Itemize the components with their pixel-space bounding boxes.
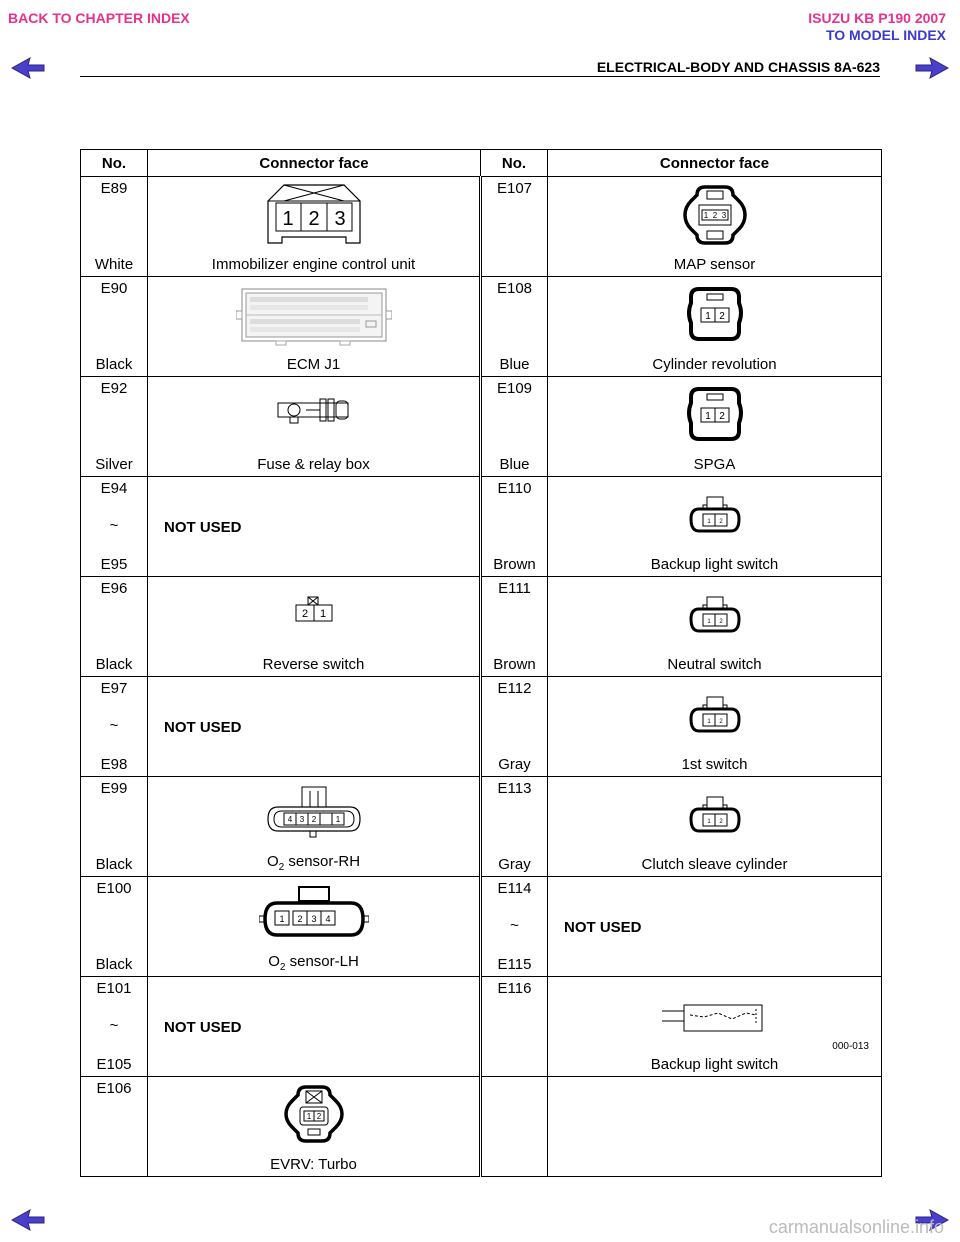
connector-number: E101 ~ E105	[96, 980, 132, 1073]
connector-number: E109 Blue	[496, 380, 533, 473]
prev-page-arrow-icon[interactable]	[10, 56, 46, 80]
connector-e109-icon	[685, 383, 745, 443]
pin-label: 4	[287, 815, 292, 824]
connector-e108-icon	[685, 283, 745, 343]
pin-label: 2	[301, 608, 308, 620]
connector-e99-icon	[264, 783, 364, 849]
pin-label: 1	[278, 914, 285, 924]
connector-number: E92 Silver	[95, 380, 133, 473]
page-title: ELECTRICAL-BODY AND CHASSIS 8A-623	[596, 59, 880, 75]
connector-caption: SPGA	[693, 456, 736, 473]
connector-e113-icon	[687, 795, 743, 837]
pin-label: 1	[335, 815, 340, 824]
next-page-arrow-icon[interactable]	[914, 56, 950, 80]
connector-e111-icon	[687, 595, 743, 637]
pin-label: 3	[333, 208, 346, 230]
connector-number: E111 Brown	[493, 580, 536, 673]
col-header-face: Connector face	[548, 150, 882, 177]
pin-label: 1	[306, 1112, 311, 1121]
connector-caption: Neutral switch	[667, 656, 762, 673]
connector-number: E89 White	[94, 180, 134, 273]
connector-e96-icon	[294, 595, 334, 629]
connector-e90-icon	[236, 283, 392, 347]
connector-e89-icon	[266, 183, 362, 247]
model-title: ISUZU KB P190 2007	[808, 10, 946, 26]
table-header-row	[81, 150, 882, 177]
pin-label: 3	[310, 914, 317, 924]
connector-number	[482, 1077, 547, 1176]
pin-label: 2	[718, 311, 725, 322]
table-row	[81, 277, 882, 377]
pin-label: 1	[706, 819, 711, 825]
connector-number: E108 Blue	[496, 280, 533, 373]
pin-label: 3	[721, 211, 726, 220]
model-index-link[interactable]	[808, 10, 946, 44]
to-model-index-label: TO MODEL INDEX	[825, 27, 946, 43]
header-rule	[80, 76, 880, 77]
connector-e92-icon	[276, 393, 352, 429]
connector-caption: ECM J1	[286, 356, 341, 373]
connector-number: E94 ~ E95	[100, 480, 128, 573]
table-row	[81, 777, 882, 877]
connector-number: E113 Gray	[497, 780, 532, 873]
connector-number: E97 ~ E98	[100, 680, 128, 773]
pin-label: 1	[704, 311, 711, 322]
pin-label: 2	[307, 208, 320, 230]
pin-label: 3	[299, 815, 304, 824]
table-row	[81, 477, 882, 577]
pin-label: 1	[706, 719, 711, 725]
pin-label: 1	[706, 619, 711, 625]
pin-label: 2	[718, 719, 723, 725]
pin-label: 2	[296, 914, 303, 924]
connector-number: E90 Black	[95, 280, 133, 373]
connector-number: E112 Gray	[497, 680, 532, 773]
connector-caption: Backup light switch	[650, 556, 779, 573]
connector-number: E110 Brown	[493, 480, 536, 573]
not-used-label: NOT USED	[564, 919, 642, 936]
table-row	[81, 877, 882, 977]
connector-caption: Fuse & relay box	[257, 456, 370, 473]
connector-e107-icon	[683, 183, 747, 247]
connector-caption: Reverse switch	[262, 656, 365, 673]
table-row	[81, 577, 882, 677]
pin-label: 2	[316, 1112, 321, 1121]
not-used-label: NOT USED	[164, 1019, 242, 1036]
connector-e100-icon	[259, 883, 369, 949]
connector-caption: EVRV: Turbo	[270, 1156, 357, 1173]
connector-caption: 1st switch	[681, 756, 748, 773]
connector-caption: $O_2$ sensor-RH	[266, 853, 361, 873]
col-header-no: No.	[81, 150, 148, 177]
pin-label: 1	[319, 608, 326, 620]
connector-number: E96 Black	[95, 580, 133, 673]
connector-number: E107	[496, 180, 533, 197]
not-used-label: NOT USED	[164, 519, 242, 536]
watermark: carmanualsonline.info	[768, 1217, 944, 1237]
connector-table	[80, 149, 882, 1177]
connector-number: E114 ~ E115	[497, 880, 532, 973]
connector-caption: MAP sensor	[673, 256, 756, 273]
table-row	[81, 677, 882, 777]
pin-label: 2	[718, 819, 723, 825]
connector-e112-icon	[687, 695, 743, 737]
connector-number: E116	[497, 980, 532, 997]
pin-label: 4	[324, 914, 331, 924]
col-header-face: Connector face	[148, 150, 481, 177]
table-row	[81, 377, 882, 477]
pin-label: 2	[718, 619, 723, 625]
figure-code: 000-013	[832, 1041, 869, 1052]
pin-label: 2	[712, 211, 717, 220]
pin-label: 2	[718, 411, 725, 422]
table-row	[81, 177, 882, 277]
pin-label: 2	[311, 815, 316, 824]
connector-caption: $O_2$ sensor-LH	[268, 953, 359, 973]
connector-caption: Backup light switch	[650, 1056, 779, 1073]
table-row	[81, 1077, 882, 1177]
table-row	[81, 977, 882, 1077]
connector-e116-icon	[660, 1001, 770, 1035]
pin-label: 2	[718, 519, 723, 525]
pin-label: 1	[703, 211, 708, 220]
connector-number: E106	[96, 1080, 132, 1097]
not-used-label: NOT USED	[164, 719, 242, 736]
connector-number: E100 Black	[95, 880, 133, 973]
prev-page-arrow-icon[interactable]	[10, 1208, 46, 1232]
connector-caption: Cylinder revolution	[652, 356, 777, 373]
connector-e106-icon	[284, 1083, 344, 1145]
connector-caption: Clutch sleave cylinder	[641, 856, 788, 873]
pin-label: 1	[704, 411, 711, 422]
pin-label: 1	[706, 519, 711, 525]
back-to-chapter-index-link[interactable]: BACK TO CHAPTER INDEX	[8, 10, 190, 26]
connector-caption: Immobilizer engine control unit	[211, 256, 416, 273]
pin-label: 1	[281, 208, 294, 230]
connector-number: E99 Black	[95, 780, 133, 873]
connector-e110-icon	[687, 495, 743, 537]
col-header-no: No.	[481, 150, 548, 177]
